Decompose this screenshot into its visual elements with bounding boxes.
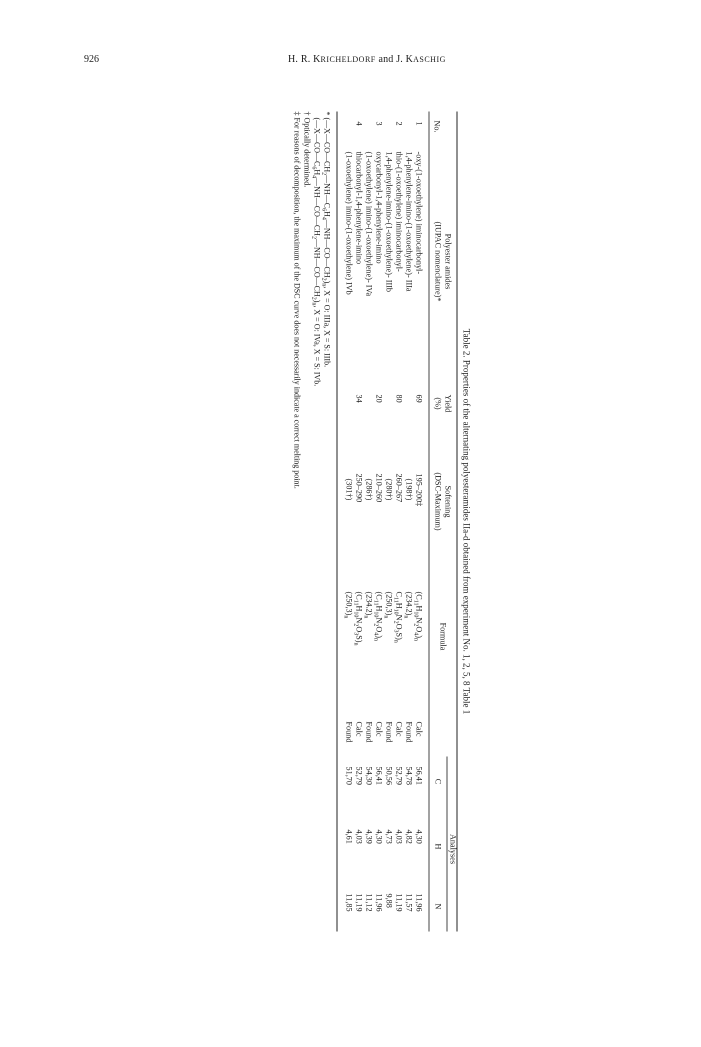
page-number: 926 <box>84 54 99 65</box>
row4-name-2: (1-oxoethylene) imino-(1-oxoethylene) IVb <box>344 151 354 295</box>
row1-c-2: 54,78 <box>404 766 414 785</box>
row3-no: 3 <box>374 121 384 126</box>
analyses-rule <box>447 757 448 932</box>
row3-formula-1: $(C_{11}H_{10}N_2O_4)_n$ <box>372 591 384 641</box>
footnote-1: * $(—X—CO—CH_2—NH—C_6H_4—NH—CO—CH_2)_n$, X = O: IIIa, X = S: IIIb. <box>320 111 332 368</box>
row3-kind-2: Found <box>364 721 374 743</box>
row2-yield: 80 <box>394 394 404 403</box>
row4-c-2: 51,70 <box>344 766 354 785</box>
row2-no: 2 <box>394 121 404 126</box>
header-amides-2: (IUPAC nomenclature)* <box>433 221 443 302</box>
header-rule <box>429 112 430 932</box>
row2-h-2: 4,73 <box>384 829 394 844</box>
row2-kind-2: Found <box>384 721 394 743</box>
row1-h-1: 4,30 <box>414 829 424 844</box>
row1-yield: 69 <box>414 394 424 403</box>
row1-formula-1: $(C_{11}H_{10}N_2O_4)_n$ <box>412 591 424 641</box>
row4-n-2: 11,85 <box>344 893 354 912</box>
table-caption: Table 2. Properties of the alternating polyesteramides IIa-d obtained from experiment No. 1, 2, 5, 8 Table 1 <box>461 328 472 715</box>
row3-c-2: 54,30 <box>364 766 374 785</box>
row4-name-1: thiocarbonyl-1,4-phenylene-imino <box>354 151 364 265</box>
row2-c-1: 52,79 <box>394 766 404 785</box>
row3-soft-1: 210–260 <box>374 473 384 503</box>
header-formula: Formula <box>438 622 448 651</box>
row4-yield: 34 <box>354 394 364 403</box>
row3-soft-2: (286†) <box>364 478 374 501</box>
row1-name-2: 1,4-phenylene-imino-(1-oxoethylene)- IIIa <box>404 151 414 292</box>
row2-h-1: 4,03 <box>394 829 404 844</box>
row2-name-2: 1,4-phenylene-imino-(1-oxoethylene)- IIIb <box>384 151 394 292</box>
header-n: N <box>433 903 443 910</box>
header-softening-1: Softening <box>443 485 453 518</box>
row3-c-1: 56,41 <box>374 766 384 785</box>
row4-formula-1: $(C_{11}H_{10}N_2O_3S)_n$ <box>352 591 364 646</box>
row3-formula-2: $(234.2)_n$ <box>362 591 374 619</box>
row1-h-2: 4,82 <box>404 829 414 844</box>
row1-kind-1: Calc <box>414 721 424 737</box>
row1-soft-1: 195–200‡ <box>414 473 424 507</box>
row1-name-1: -oxy-(1-oxoethylene) iminocarbonyl- <box>414 151 424 275</box>
bottom-rule <box>337 112 338 932</box>
header-h: H <box>433 843 443 850</box>
footnote-3: † Optically determined. <box>302 111 312 188</box>
row3-h-1: 4,30 <box>374 829 384 844</box>
row2-c-2: 50,56 <box>384 766 394 785</box>
row3-name-2: (1-oxoethylene) imino-(1-oxoethylene)- IVa <box>364 151 374 297</box>
row3-kind-1: Calc <box>374 721 384 737</box>
header-yield-1: Yield <box>443 394 453 413</box>
row4-no: 4 <box>354 121 364 126</box>
row2-soft-2: (280†) <box>384 478 394 501</box>
row1-n-2: 11,57 <box>404 893 414 912</box>
header-no: No. <box>432 120 442 133</box>
row4-kind-1: Calc <box>354 721 364 737</box>
row2-formula-1: $C_{11}H_{10}N_2O_3S)_n$ <box>392 591 404 643</box>
footnote-4: ‡ For reasons of decomposition, the maximum of the DSC curve does not necessarily indicate a correct melting point. <box>292 111 302 489</box>
row1-c-1: 56,41 <box>414 766 424 785</box>
row2-kind-1: Calc <box>394 721 404 737</box>
rotated-table <box>257 112 472 932</box>
row2-soft-1: 260–267 <box>394 473 404 503</box>
header-yield-2: (%) <box>433 397 443 410</box>
row3-name-1: oxycarbonyl-1,4-phenylene-imino <box>374 151 384 264</box>
row1-kind-2: Found <box>404 721 414 743</box>
row1-formula-2: $(234.2)_n$ <box>402 591 414 619</box>
row2-formula-2: $(250,3)_n$ <box>382 591 394 619</box>
row4-soft-2: (301†) <box>344 478 354 501</box>
row4-n-1: 11,19 <box>354 893 364 912</box>
row4-soft-1: 250–290 <box>354 473 364 503</box>
row1-n-1: 11,96 <box>414 893 424 912</box>
row3-n-2: 11,12 <box>364 893 374 912</box>
row2-n-1: 11,19 <box>394 893 404 912</box>
footnote-2: $(—X—CO—C_6H_4—NH—CO—CH_2—NH—CO—CH_2)_n$, X = O: IVa, X = S: IVb. <box>310 117 322 387</box>
row2-name-1: thio-(1-oxoethylene) iminocarbonyl- <box>394 151 404 272</box>
row4-kind-2: Found <box>344 721 354 743</box>
header-c: C <box>433 778 443 785</box>
header-amides-1: Polyester amides <box>443 233 453 290</box>
row1-no: 1 <box>414 121 424 126</box>
row4-h-1: 4,03 <box>354 829 364 844</box>
row3-yield: 20 <box>374 394 384 403</box>
row2-n-2: 9,88 <box>384 893 394 908</box>
row4-c-1: 52,79 <box>354 766 364 785</box>
row4-formula-2: $(250,3)_n$ <box>342 591 354 619</box>
running-head: H. R. KRICHELDORF and J. KASCHIG <box>288 54 446 65</box>
row3-n-1: 11,96 <box>374 893 384 912</box>
header-analyses: Analyses <box>448 833 458 864</box>
header-softening-2: (DSC-Maximum) <box>433 472 443 531</box>
row3-h-2: 4,39 <box>364 829 374 844</box>
row1-soft-2: (198†) <box>404 478 414 501</box>
row4-h-2: 4,61 <box>344 829 354 844</box>
